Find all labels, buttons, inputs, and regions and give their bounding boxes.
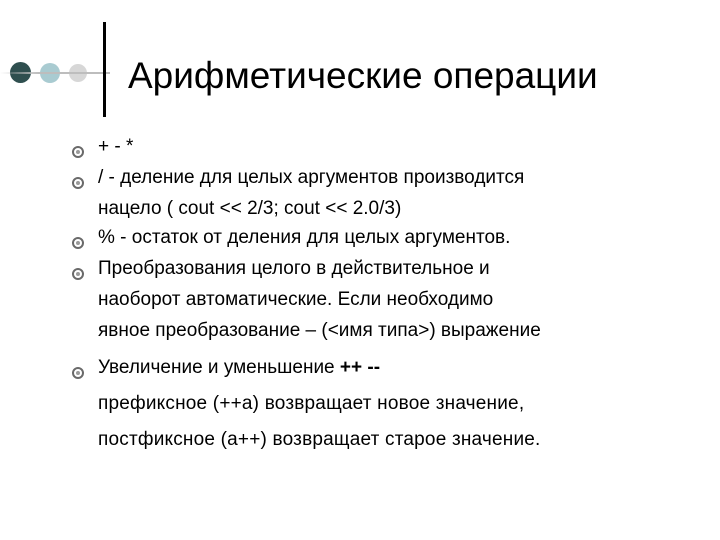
slide-title: Арифметические операции — [128, 55, 598, 96]
bullet-icon — [72, 367, 84, 379]
bullet-5-text: Увеличение и уменьшение — [98, 357, 340, 378]
decorative-dots — [0, 62, 110, 86]
bullet-2-line-1: / - деление для целых аргументов производится — [98, 167, 525, 188]
bullet-4-line-2: наоборот автоматические. Если необходимо — [98, 289, 494, 310]
decorative-horizontal-line — [0, 72, 110, 74]
bullet-5-line-1 — [98, 356, 380, 379]
bullet-icon — [72, 268, 84, 280]
bullet-icon — [72, 237, 84, 249]
bullet-2-line-2: нацело ( cout << 2/3; cout << 2.0/3) — [98, 198, 402, 219]
prefix-description: префиксное (++a) возвращает новое значение, — [98, 393, 525, 414]
bullet-4-line-3: явное преобразование – (<имя типа>) выражение — [98, 320, 541, 341]
bullet-icon — [72, 177, 84, 189]
bullet-1-line-1: + - * — [98, 136, 134, 157]
title-divider-line — [103, 22, 106, 117]
bullet-icon — [72, 146, 84, 158]
bullet-5-operators: ++ -- — [339, 357, 381, 378]
bullet-3-line-1: % - остаток от деления для целых аргументов. — [98, 227, 511, 248]
postfix-description: постфиксное (a++) возвращает старое значение. — [98, 429, 541, 450]
bullet-4-line-1: Преобразования целого в действительное и — [98, 258, 490, 279]
